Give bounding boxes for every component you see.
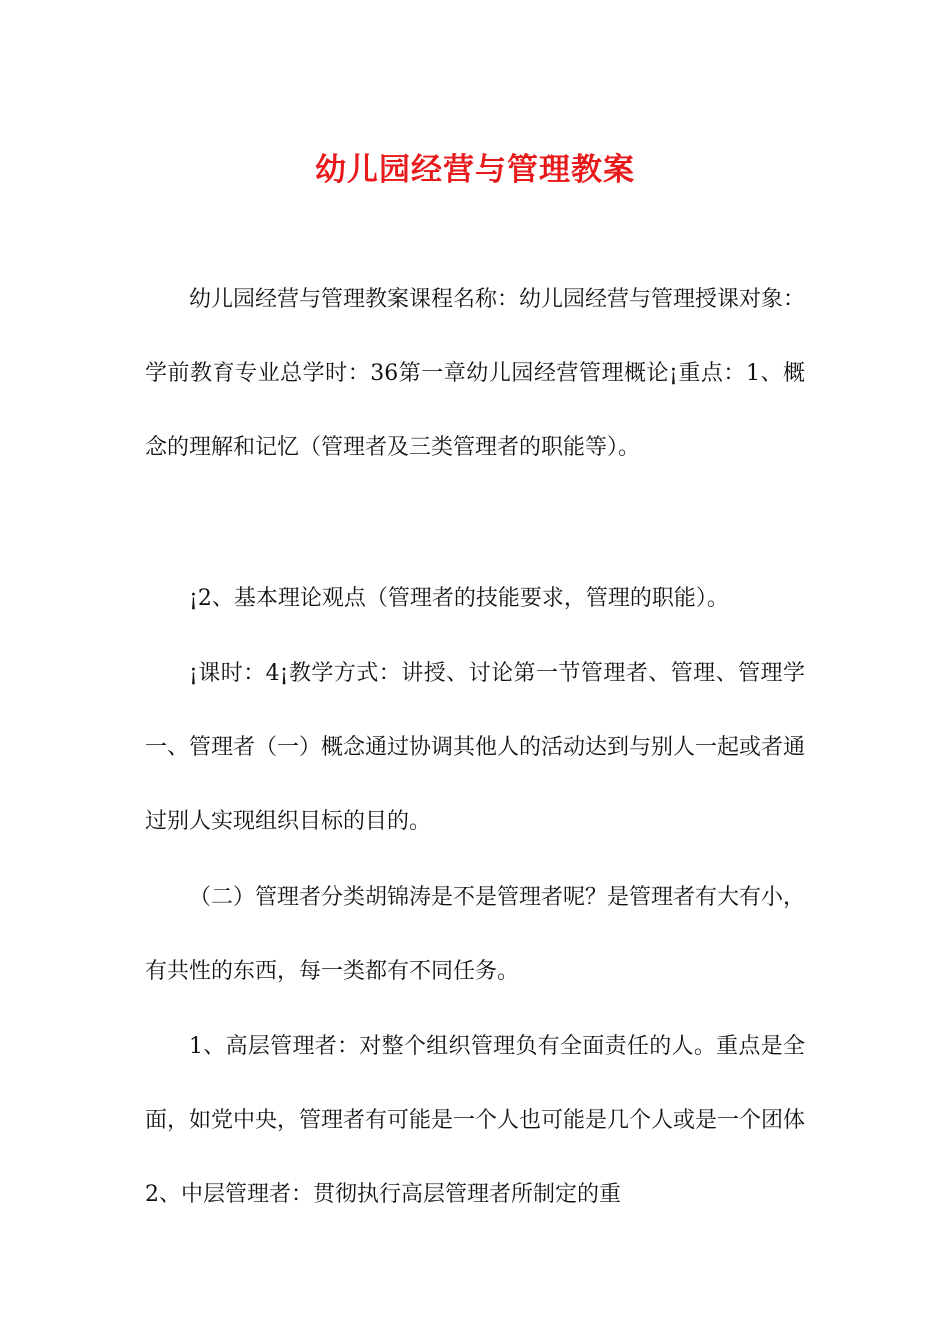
paragraph-manager-levels: 1、高层管理者：对整个组织管理负有全面责任的人。重点是全面，如党中央，管理者有可能是一个人也可能是几个人或是一个团体2、中层管理者：贯彻执行高层管理者所制定的重 bbox=[145, 1034, 806, 1207]
document-title: 幼儿园经营与管理教案 bbox=[315, 152, 635, 188]
paragraph-key-point-2: ¡2、基本理论观点（管理者的技能要求，管理的职能）。 bbox=[189, 586, 729, 611]
paragraph-course-info: 幼儿园经营与管理教案课程名称：幼儿园经营与管理授课对象：学前教育专业总学时：36第一章幼儿园经营管理概论¡重点：1、概念的理解和记忆（管理者及三类管理者的职能等）。 bbox=[145, 287, 806, 460]
paragraph-manager-concept: ¡课时：4¡教学方式：讲授、讨论第一节管理者、管理、管理学一、管理者（一）概念通过协调其他人的活动达到与别人一起或者通过别人实现组织目标的目的。 bbox=[145, 661, 806, 834]
paragraph-manager-types: （二）管理者分类胡锦涛是不是管理者呢？是管理者有大有小，有共性的东西，每一类都有不同任务。 bbox=[145, 885, 806, 984]
